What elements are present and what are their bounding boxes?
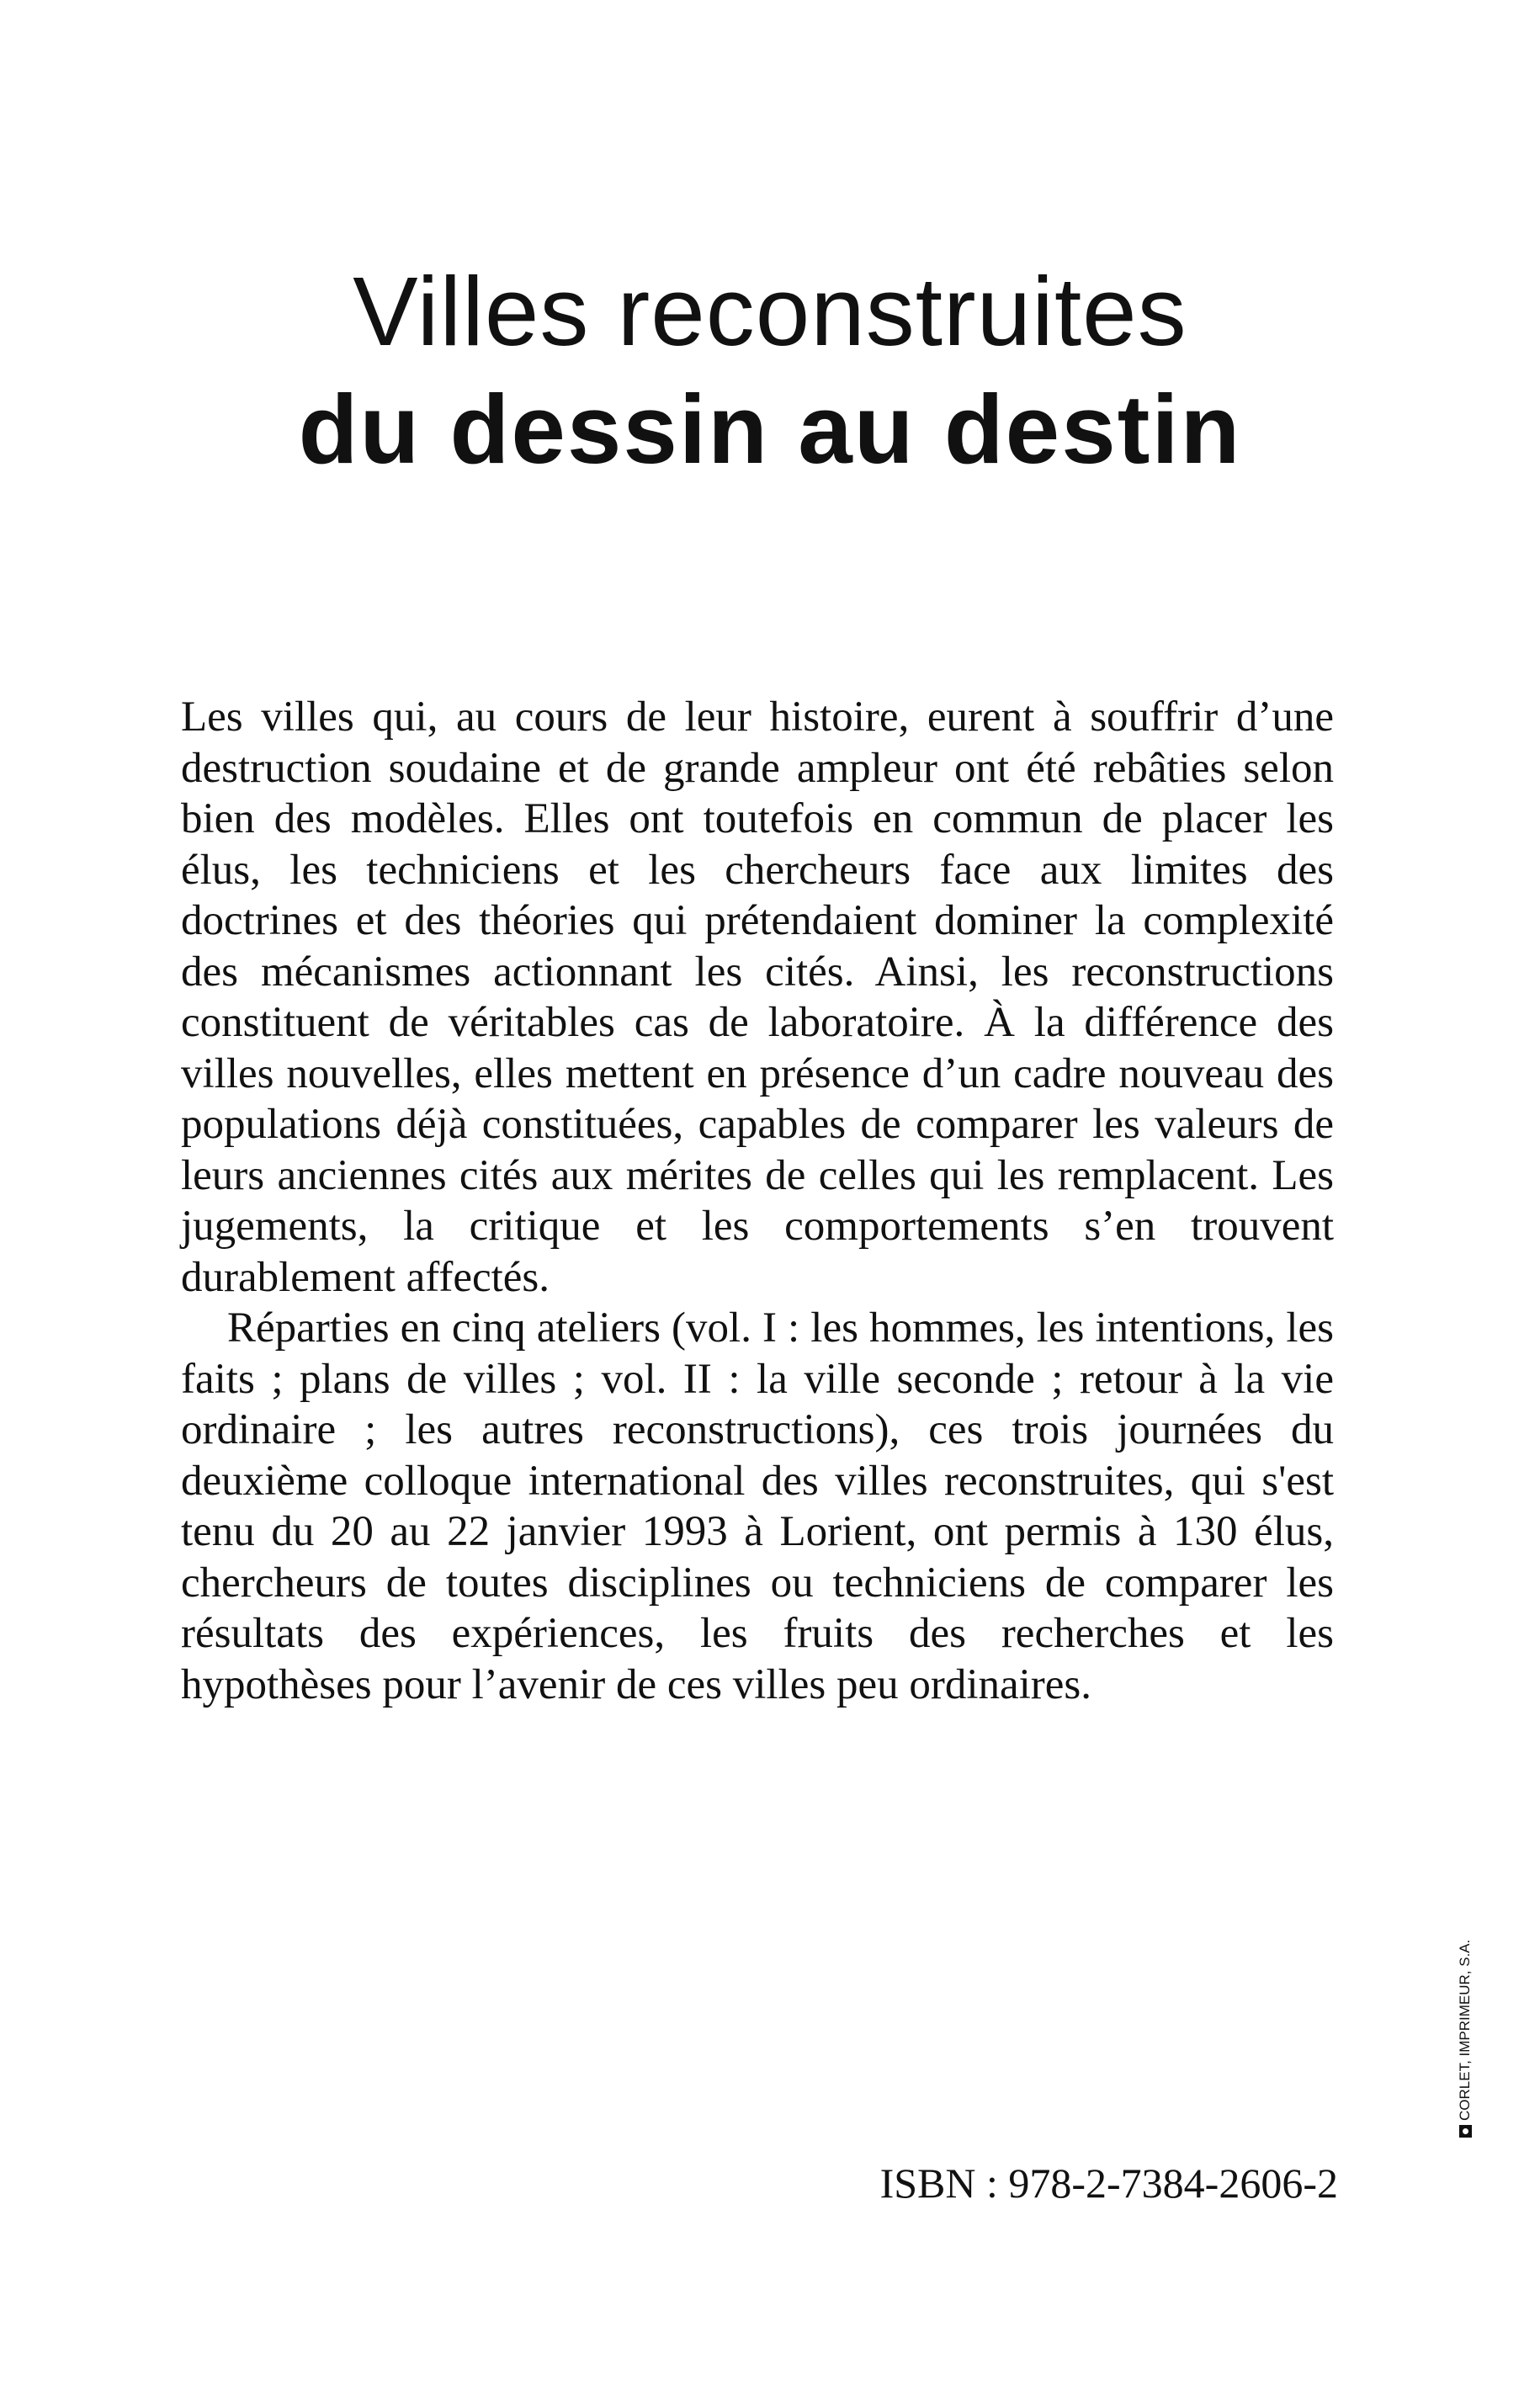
printer-logo-icon xyxy=(1459,2125,1472,2138)
blurb-paragraph-1: Les villes qui, au cours de leur histoire, eurent à souffrir d’une destruction soudaine et de grande ampleur ont été rebâties selon bien des modèles. Elles ont toutefois en commun de placer les élus, les techniciens et les chercheurs face aux limites des doctrines et des théories qui prétendaient dominer la complexité des mécanismes actionnant les cités. Ainsi, les reconstructions constituent de véritables cas de laboratoire. À la différence des villes nouvelles, elles mettent en présence d’un cadre nouveau des populations déjà constituées, capables de comparer les valeurs de leurs anciennes cités aux mérites de celles qui les remplacent. Les jugements, la critique et les comportements s’en trouvent durablement affectés. xyxy=(181,693,1334,1301)
printer-credit-text: CORLET, IMPRIMEUR, S.A. xyxy=(1457,1939,1473,2121)
title-subtitle: du dessin au destin xyxy=(298,374,1242,484)
book-title xyxy=(0,252,1540,488)
printer-credit xyxy=(1456,1940,1474,2138)
title-main: Villes reconstruites xyxy=(353,257,1187,366)
back-cover-blurb xyxy=(181,692,1334,1710)
isbn-number: ISBN : 978-2-7384-2606-2 xyxy=(879,2159,1338,2207)
blurb-paragraph-2: Réparties en cinq ateliers (vol. I : les hommes, les intentions, les faits ; plans de villes ; vol. II : la ville seconde ; retour à la vie ordinaire ; les autres reconstructions), ces trois journées du deuxième colloque international des villes reconstruites, qui s'est tenu du 20 au 22 janvier 1993 à Lorient, ont permis à 130 élus, chercheurs de toutes disciplines ou techniciens de comparer les résultats des expériences, les fruits des recherches et les hypothèses pour l’avenir de ces villes peu ordinaires. xyxy=(181,1304,1334,1708)
